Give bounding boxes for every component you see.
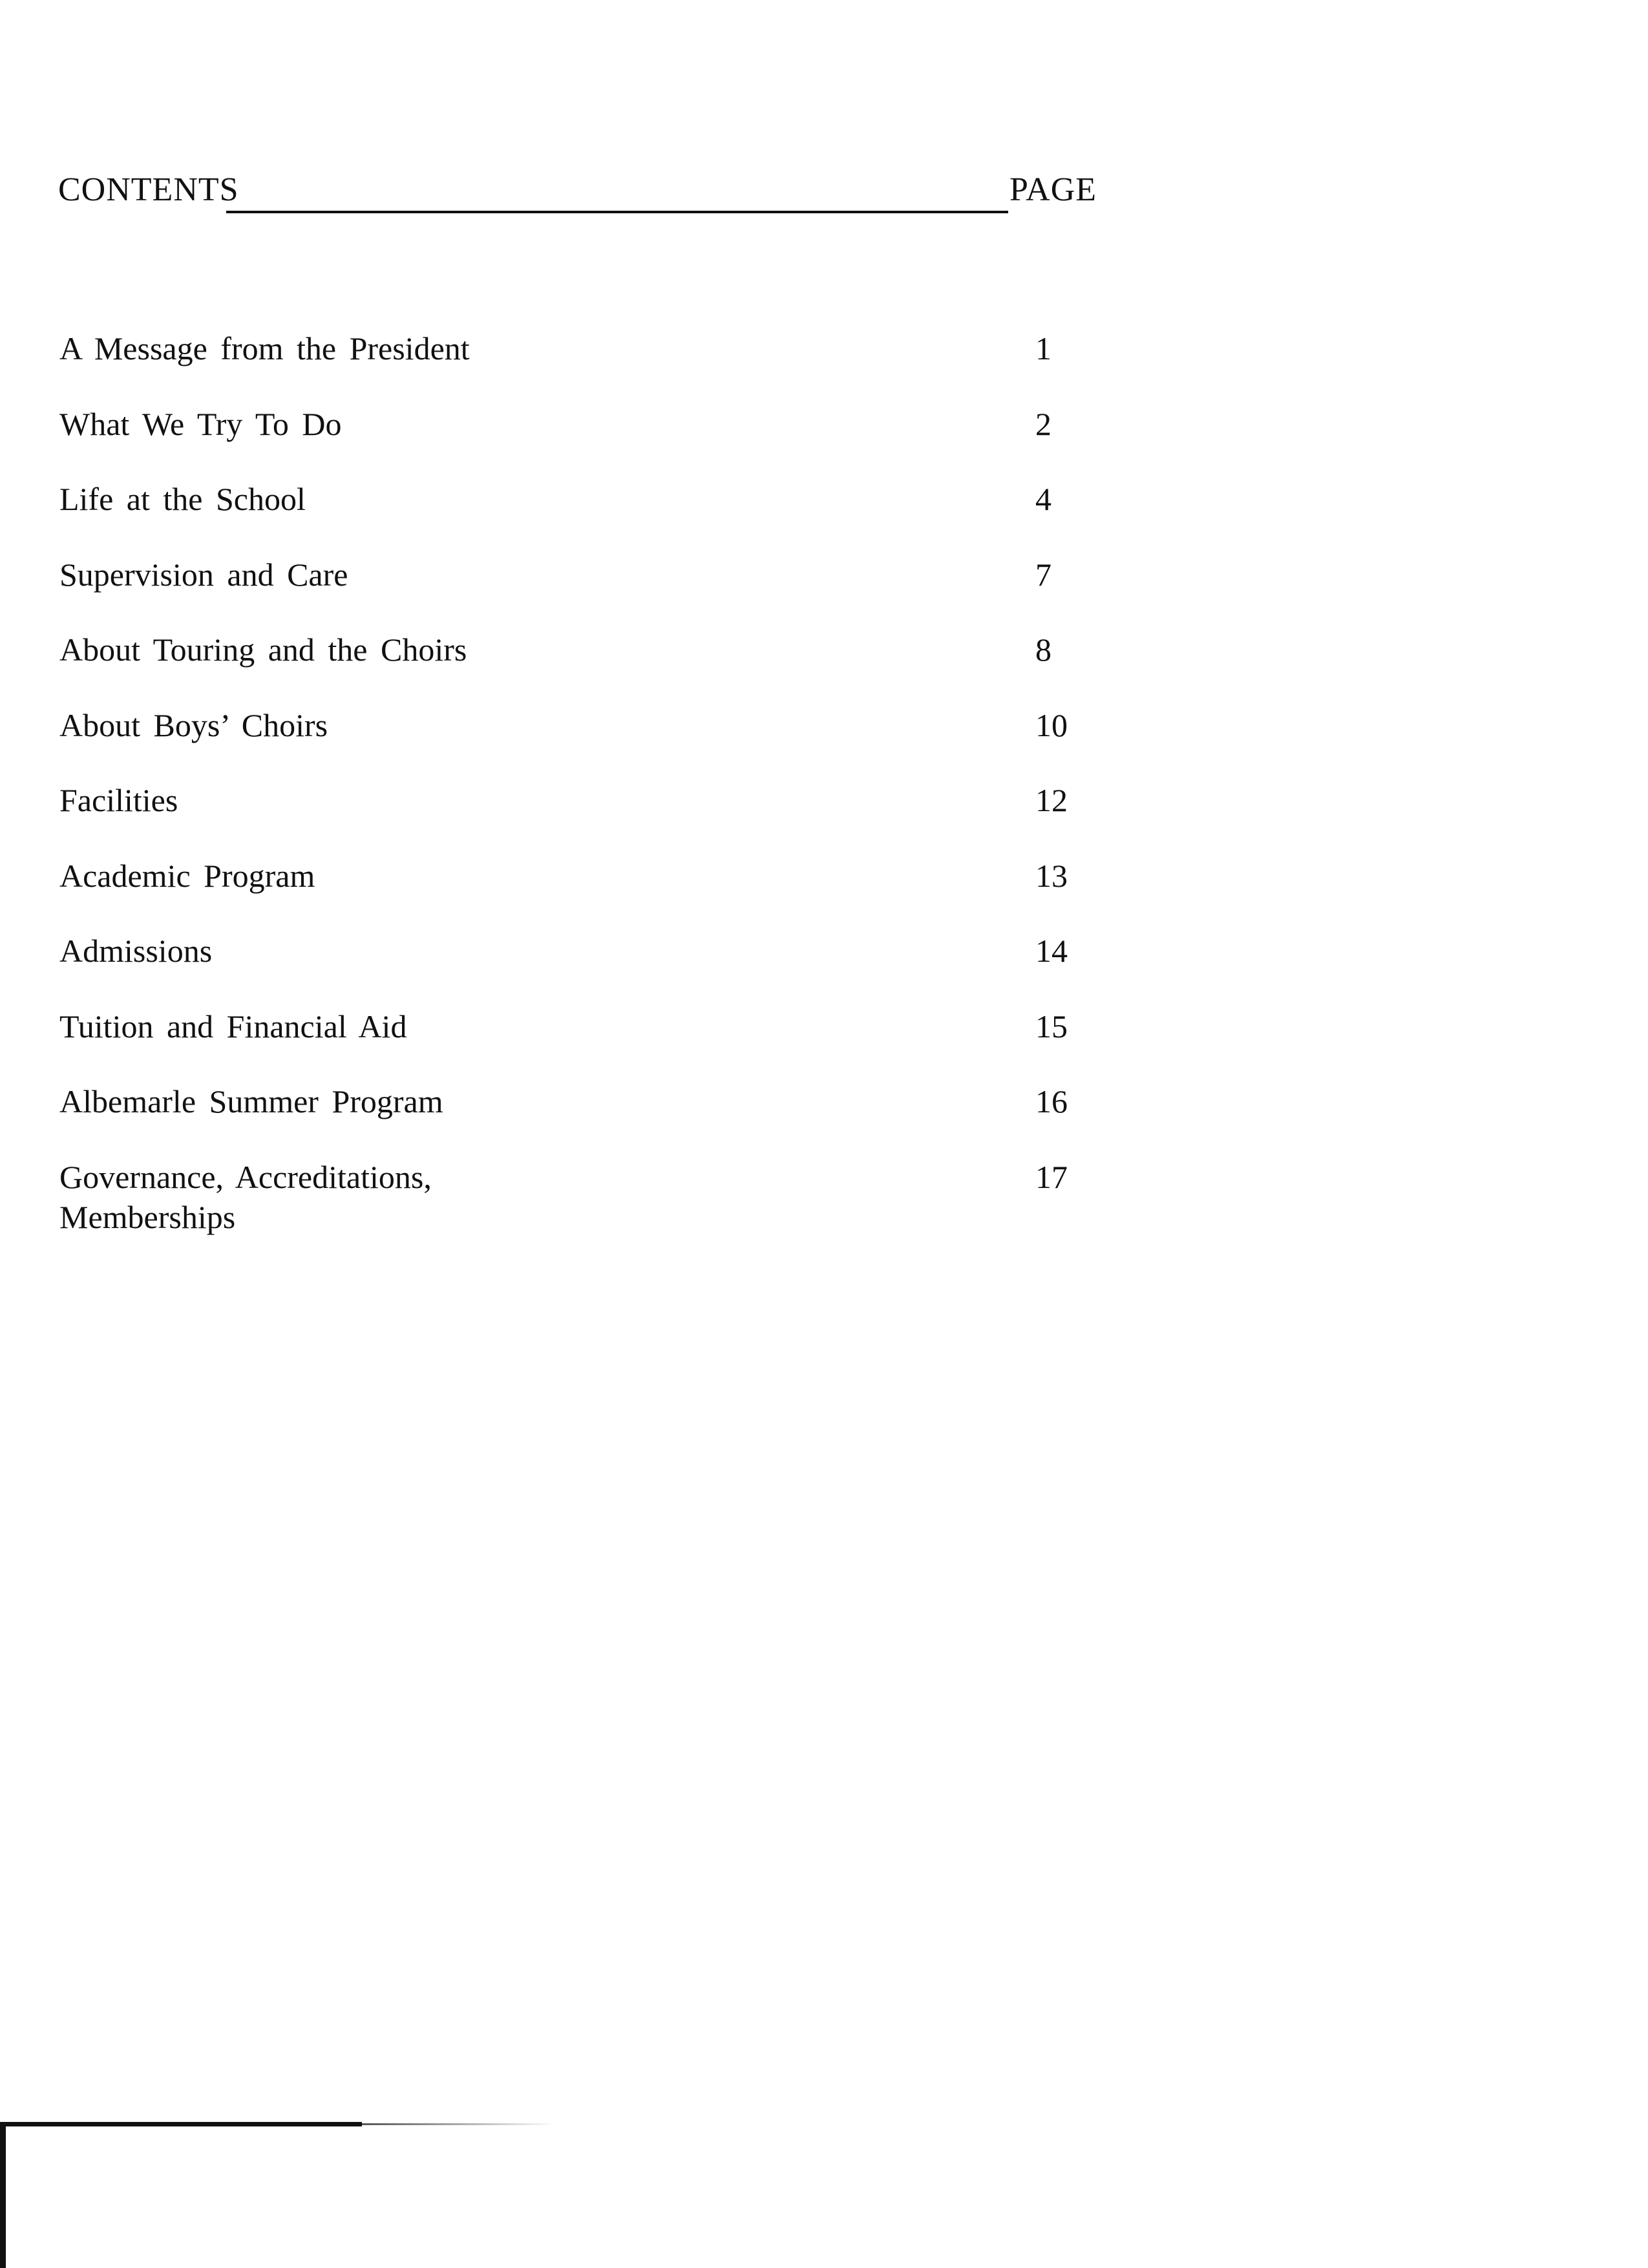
scan-edge-fade xyxy=(362,2123,556,2125)
toc-entry-title: Albemarle Summer Program xyxy=(59,1083,443,1119)
toc-entry xyxy=(59,1006,1106,1077)
toc-entry xyxy=(59,630,1106,701)
toc-entry-title: About Touring and the Choirs xyxy=(59,631,467,668)
toc-entry-page: 15 xyxy=(1035,1008,1068,1044)
toc-entry-title: Supervision and Care xyxy=(59,556,348,593)
contents-heading: CONTENTS xyxy=(58,171,239,208)
toc-entry xyxy=(59,328,1106,399)
toc-entry-page: 12 xyxy=(1035,782,1068,818)
toc-entry xyxy=(59,931,1106,1002)
toc-entry-title: Tuition and Financial Aid xyxy=(59,1008,407,1044)
toc-entry-page: 1 xyxy=(1035,330,1051,366)
toc-entry-page: 4 xyxy=(1035,481,1051,517)
toc-entry xyxy=(59,479,1106,550)
toc-entry-title: A Message from the President xyxy=(59,330,470,366)
toc-entry-title: Governance, Accreditations, Memberships xyxy=(59,1159,432,1235)
toc-entry-title: About Boys’ Choirs xyxy=(59,707,328,743)
scan-edge-mark-vertical xyxy=(0,2122,6,2268)
toc-entry-page: 16 xyxy=(1035,1083,1068,1119)
toc-entry xyxy=(59,705,1106,776)
header-rule xyxy=(226,211,1008,213)
toc-entry-page: 2 xyxy=(1035,406,1051,442)
toc-entry xyxy=(59,555,1106,626)
toc-entry-page: 14 xyxy=(1035,933,1068,969)
toc-entry-page: 17 xyxy=(1035,1159,1068,1195)
toc-entry-page: 10 xyxy=(1035,707,1068,743)
scan-edge-mark xyxy=(0,2122,362,2126)
toc-entry xyxy=(59,404,1106,475)
toc-entry xyxy=(59,856,1106,927)
toc-entry-title: Facilities xyxy=(59,782,178,818)
toc-entry-title: Life at the School xyxy=(59,481,306,517)
toc-entry xyxy=(59,1157,1106,1247)
toc-entry xyxy=(59,1081,1106,1152)
toc-entry-page: 7 xyxy=(1035,556,1051,593)
page-column-heading: PAGE xyxy=(1009,171,1097,208)
toc-entry-title: What We Try To Do xyxy=(59,406,342,442)
toc-entry-title: Admissions xyxy=(59,933,213,969)
toc-entry-page: 8 xyxy=(1035,631,1051,668)
toc-entry-title: Academic Program xyxy=(59,858,315,894)
toc-entry xyxy=(59,780,1106,851)
toc-entry-page: 13 xyxy=(1035,858,1068,894)
